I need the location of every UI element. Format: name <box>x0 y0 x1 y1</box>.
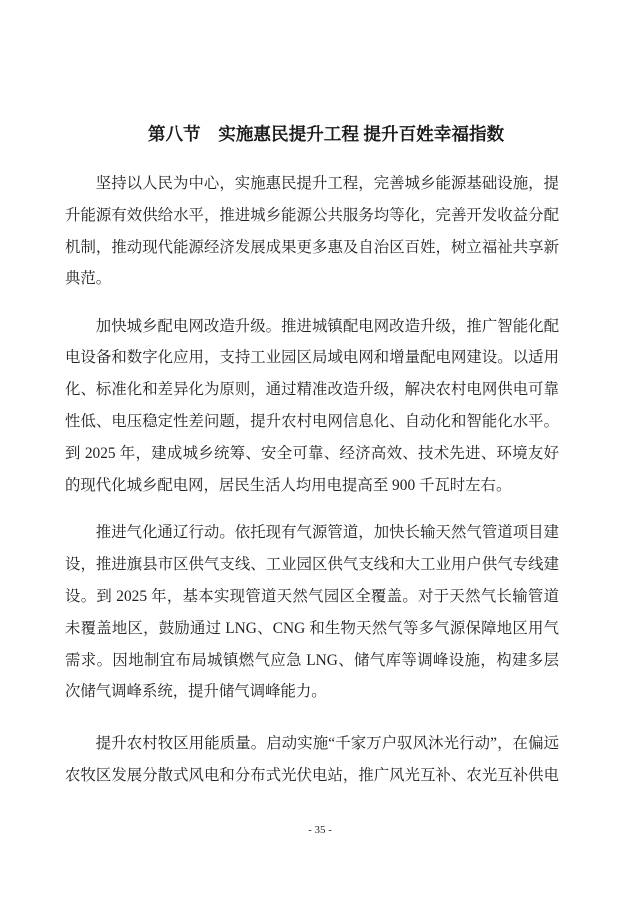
paragraph <box>65 517 559 708</box>
paragraph <box>65 311 559 502</box>
paragraph-line: 设，推进旗县市区供气支线、工业园区供气支线和大工业用户供气专线建 <box>65 556 559 574</box>
paragraph-line: 推进气化通辽行动。依托现有气源管道，加快长输天然气管道项目建 <box>95 524 559 542</box>
paragraph-line: 电设备和数字化应用，支持工业园区局域电网和增量配电网建设。以适用 <box>65 349 559 367</box>
paragraph-line: 化、标准化和差异化为原则，通过精准改造升级，解决农村电网供电可靠 <box>65 381 559 399</box>
paragraph-line: 需求。因地制宜布局城镇燃气应急 LNG、储气库等调峰设施，构建多层 <box>65 651 559 669</box>
paragraph-line: 农牧区发展分散式风电和分布式光伏电站，推广风光互补、农光互补供电 <box>65 767 559 785</box>
paragraph-line: 到 2025 年，建成城乡统筹、安全可靠、经济高效、技术先进、环境友好 <box>65 444 559 462</box>
paragraph-line: 性低、电压稳定性差问题，提升农村电网信息化、自动化和智能化水平。 <box>65 413 559 431</box>
paragraph-line: 机制，推动现代能源经济发展成果更多惠及自治区百姓，树立福祉共享新 <box>65 238 559 256</box>
paragraph <box>65 168 559 295</box>
paragraph-line: 的现代化城乡配电网，居民生活人均用电提高至 900 千瓦时左右。 <box>65 476 512 494</box>
paragraph-line: 未覆盖地区，鼓励通过 LNG、CNG 和生物天然气等多气源保障地区用气 <box>65 619 559 637</box>
paragraph <box>65 728 559 792</box>
page-number: - 35 - <box>308 824 332 836</box>
paragraph-line: 设。到 2025 年，基本实现管道天然气园区全覆盖。对于天然气长输管道 <box>65 588 559 606</box>
paragraph-line: 提升农村牧区用能质量。启动实施“千家万户驭风沐光行动”，在偏远 <box>95 735 559 753</box>
paragraph-line: 升能源有效供给水平，推进城乡能源公共服务均等化，完善开发收益分配 <box>65 206 559 224</box>
paragraph-line: 加快城乡配电网改造升级。推进城镇配电网改造升级，推广智能化配 <box>95 317 559 335</box>
page-title: 第八节 实施惠民提升工程 提升百姓幸福指数 <box>147 124 505 144</box>
paragraph-line: 坚持以人民为中心，实施惠民提升工程，完善城乡能源基础设施，提 <box>95 175 559 192</box>
paragraph-line: 典范。 <box>65 270 112 288</box>
paragraph-line: 次储气调峰系统，提升储气调峰能力。 <box>65 683 327 701</box>
